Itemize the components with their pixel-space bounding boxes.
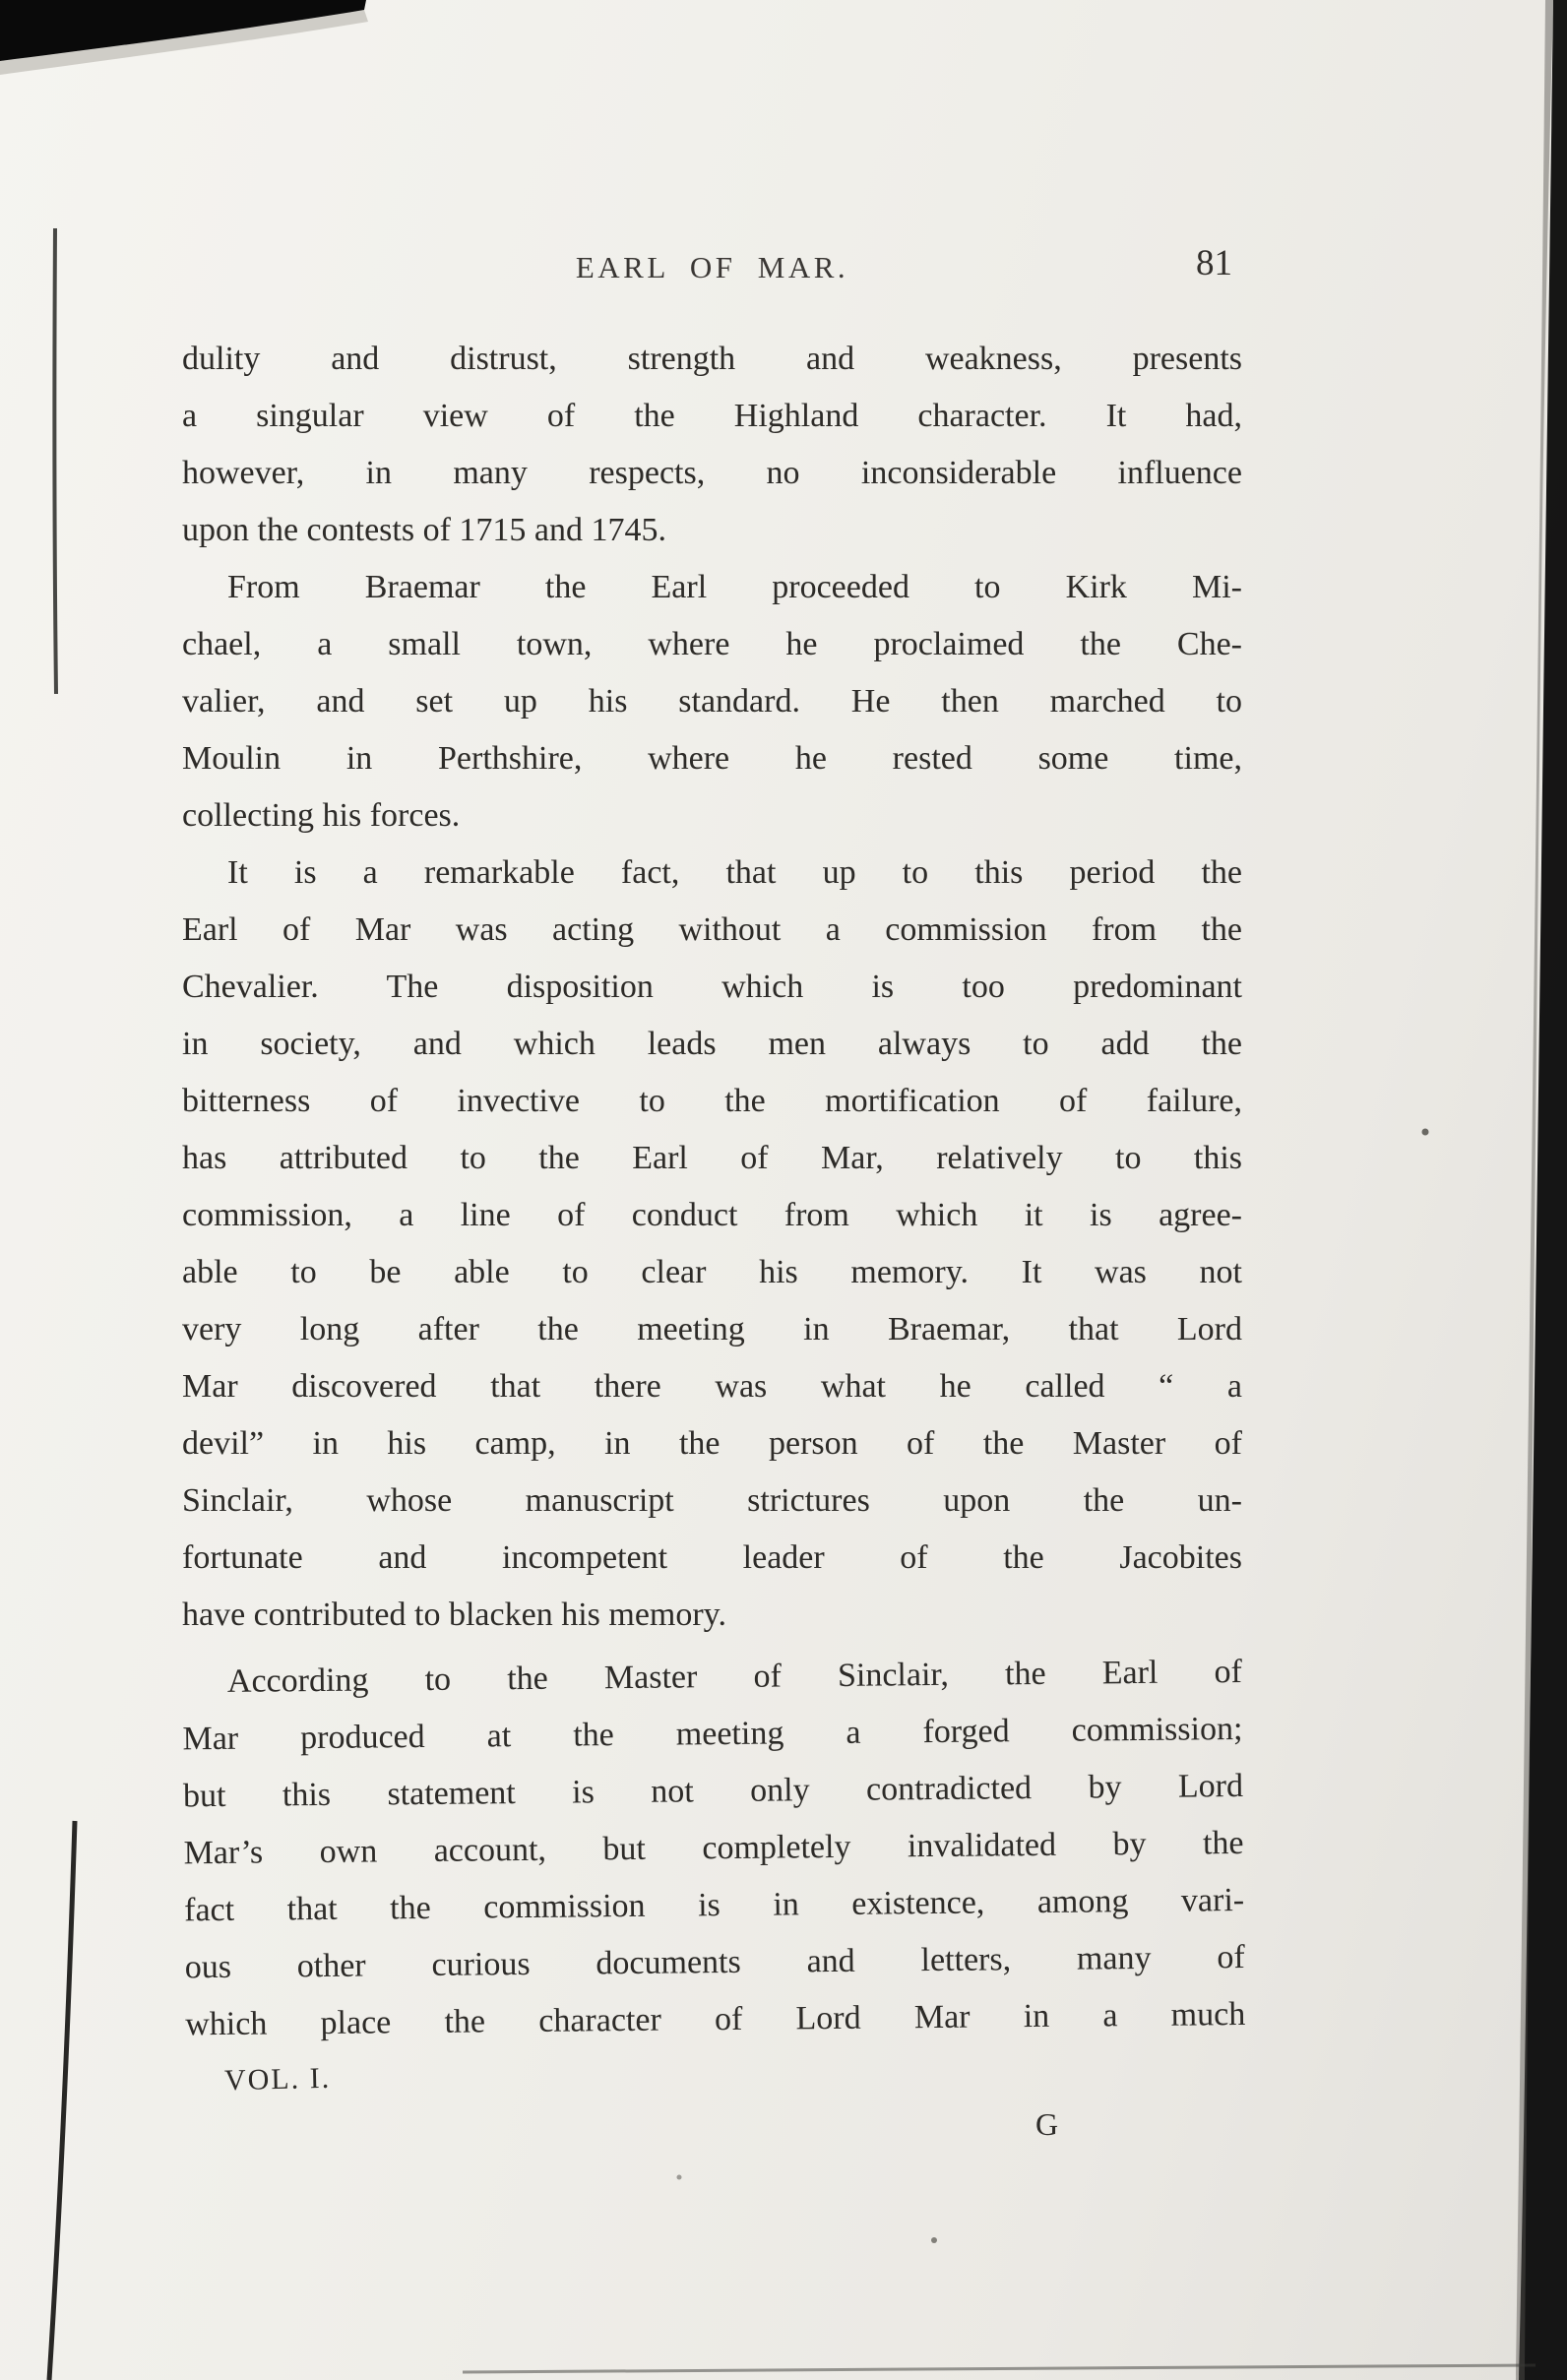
text-line: From Braemar the Earl proceeded to Kirk Mi- [227,569,1242,605]
scan-edge-right-soft-artifact [1516,0,1553,2380]
text-line: able to be able to clear his memory. It was not [182,1254,1242,1290]
text-line: Sinclair, whose manuscript strictures upon the un- [182,1482,1242,1519]
text-line: however, in many respects, no inconsiderable influence [182,455,1242,491]
text-line: have contributed to blacken his memory. [182,1597,726,1633]
page-fold-artifact [0,0,366,61]
text-line: has attributed to the Earl of Mar, relatively to this [182,1140,1242,1176]
text-line: It is a remarkable fact, that up to this period the [227,854,1242,891]
text-line: a singular view of the Highland character. It had, [182,398,1242,434]
page-fold-gray-edge-artifact [0,10,368,75]
text-line: in society, and which leads men always to add the [182,1026,1242,1062]
text-line: very long after the meeting in Braemar, that Lord [182,1311,1242,1347]
scan-speck-artifact [1422,1129,1429,1136]
text-line: commission, a line of conduct from which it is agree- [182,1197,1242,1233]
scan-edge-right-artifact [1519,0,1567,2380]
text-line: dulity and distrust, strength and weakness, presents [182,341,1242,377]
text-line: but this statement is not only contradicted by Lord [182,1767,1244,1815]
scan-speck-artifact [931,2237,937,2243]
paragraph [182,845,1242,1644]
page-number: 81 [1196,243,1232,283]
paragraph [182,331,1242,559]
page-header [182,242,1242,297]
text-line: which place the character of Lord Mar in a much [185,1995,1246,2043]
paragraph [182,1644,1246,2053]
text-line: collecting his forces. [182,797,461,834]
running-header-title: EARL OF MAR. [575,250,849,284]
text-line: chael, a small town, where he proclaimed the Che- [182,626,1242,662]
signature-mark: G [1035,2106,1059,2142]
text-line: valier, and set up his standard. He then marched to [182,683,1242,720]
text-line: According to the Master of Sinclair, the Earl of [226,1654,1243,1700]
text-line: Mar’s own account, but completely invalidated by the [183,1824,1244,1872]
text-line: ous other curious documents and letters, many of [184,1938,1245,1986]
text-line: Mar discovered that there was what he called “ a [182,1368,1242,1405]
text-line: Chevalier. The disposition which is too predominant [182,969,1242,1005]
volume-label: VOL. I. [223,2061,332,2098]
paragraph [182,559,1242,845]
scan-edge-bottom-artifact [463,2365,1536,2372]
scan-speck-artifact [677,2175,682,2180]
body-text [182,331,1246,2043]
text-line: devil” in his camp, in the person of the Master of [182,1425,1242,1462]
text-line: upon the contests of 1715 and 1745. [182,512,666,548]
text-line: Mar produced at the meeting a forged commission; [182,1710,1243,1758]
scan-edge-left-lower-artifact [49,1821,75,2380]
text-line: fortunate and incompetent leader of the Jacobites [182,1539,1242,1576]
scan-edge-left-line-artifact [54,228,56,694]
text-line: Moulin in Perthshire, where he rested some time, [182,740,1242,777]
text-line: bitterness of invective to the mortification of failure, [182,1083,1242,1119]
text-line: fact that the commission is in existence, among vari- [183,1881,1245,1929]
text-line: Earl of Mar was acting without a commission from the [182,911,1242,948]
